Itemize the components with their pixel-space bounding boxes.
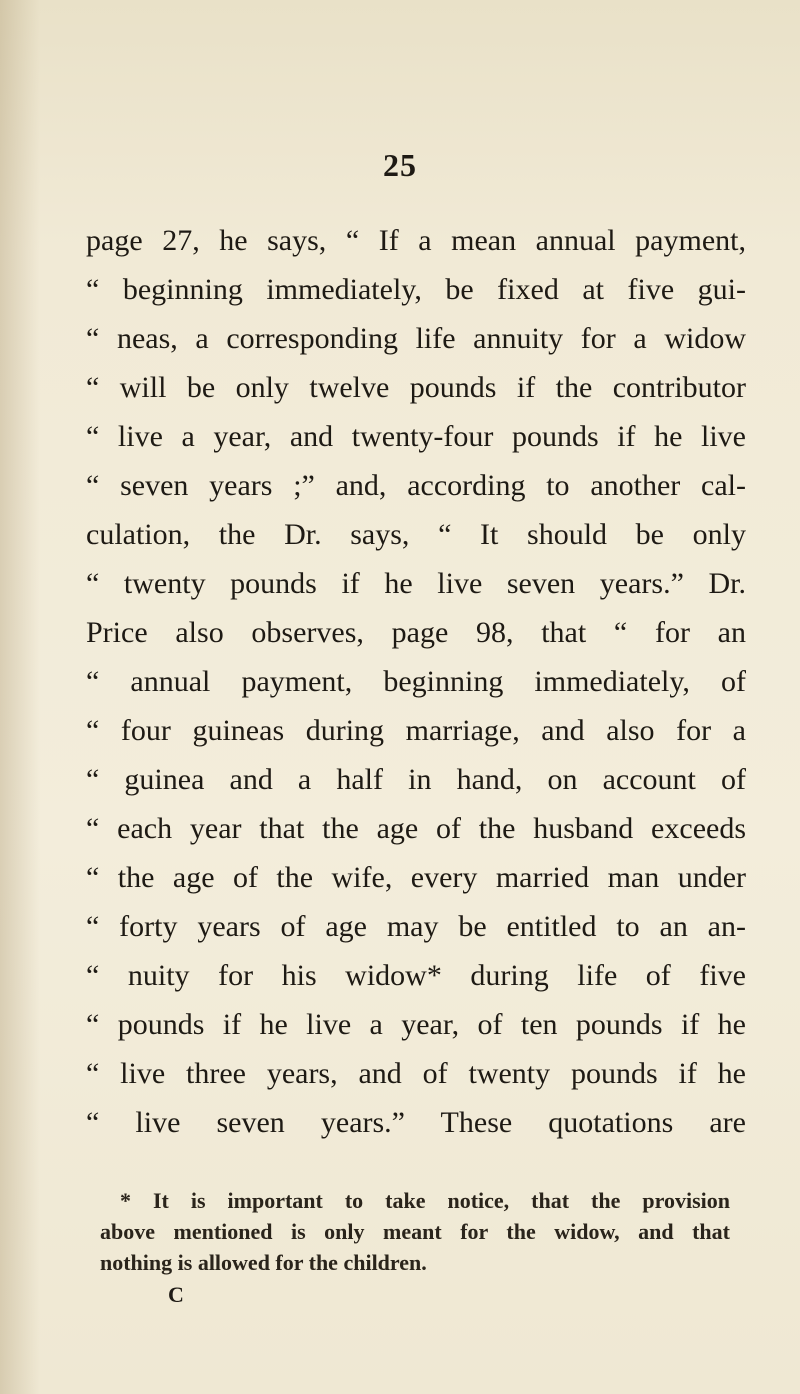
text-line: “ nuity for his widow* during life of five	[86, 959, 746, 992]
text-line: Price also observes, page 98, that “ for an	[86, 616, 746, 649]
body-text	[86, 216, 746, 1147]
text-line: “ guinea and a half in hand, on account of	[86, 763, 746, 796]
signature-mark: C	[168, 1282, 184, 1307]
footnote	[100, 1185, 730, 1278]
text-line: “ pounds if he live a year, of ten pounds if he	[86, 1008, 746, 1041]
page-edge-shadow	[0, 0, 40, 1394]
text-line: “ beginning immediately, be fixed at five gui-	[86, 273, 746, 306]
text-line: “ four guineas during marriage, and also for a	[86, 714, 746, 747]
text-line: “ live a year, and twenty-four pounds if he live	[86, 420, 746, 453]
text-line: “ forty years of age may be entitled to an an-	[86, 910, 746, 943]
text-line: “ live seven years.” These quotations are	[86, 1106, 746, 1139]
text-line: “ the age of the wife, every married man under	[86, 861, 746, 894]
footnote-line: above mentioned is only meant for the widow, and that	[100, 1219, 730, 1244]
text-line: “ neas, a corresponding life annuity for a widow	[86, 322, 746, 355]
footnote-line: * It is important to take notice, that the provision	[120, 1188, 730, 1213]
text-line: page 27, he says, “ If a mean annual payment,	[86, 224, 746, 257]
text-line: “ seven years ;” and, according to another cal-	[86, 469, 746, 502]
text-line: culation, the Dr. says, “ It should be only	[86, 518, 746, 551]
text-line: “ twenty pounds if he live seven years.” Dr.	[86, 567, 746, 600]
text-line: “ each year that the age of the husband exceeds	[86, 812, 746, 845]
text-line: “ live three years, and of twenty pounds if he	[86, 1057, 746, 1090]
footnote-line: nothing is allowed for the children.	[100, 1250, 427, 1275]
page-number: 25	[383, 147, 417, 183]
text-line: “ annual payment, beginning immediately, of	[86, 665, 746, 698]
text-line: “ will be only twelve pounds if the contributor	[86, 371, 746, 404]
